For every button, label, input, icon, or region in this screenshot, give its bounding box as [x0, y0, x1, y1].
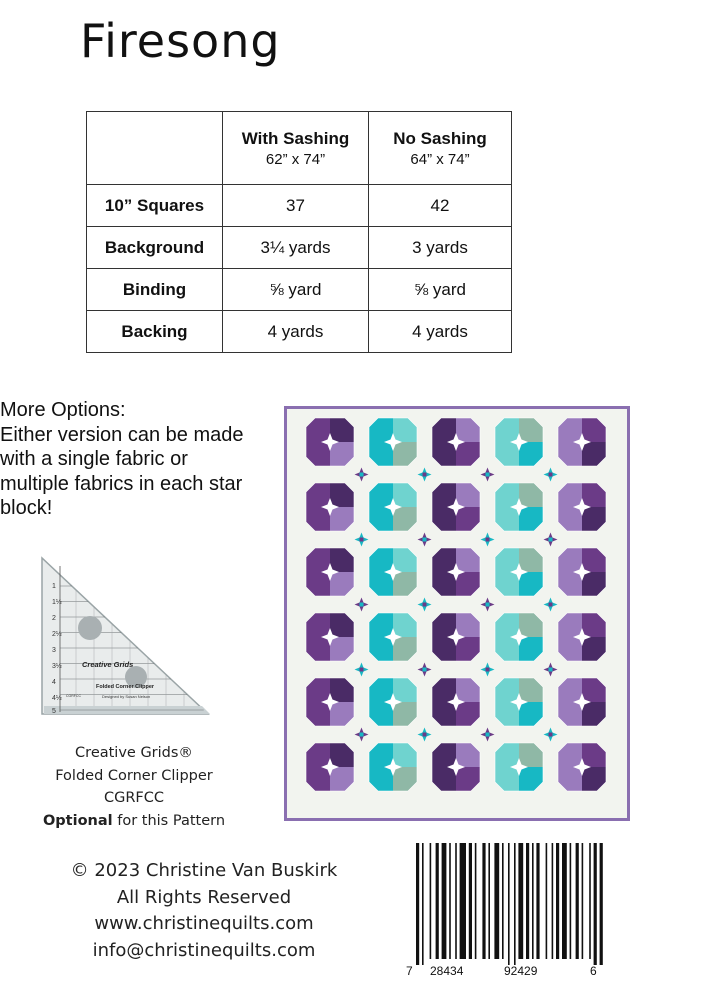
barcode-bar: [576, 843, 579, 959]
pattern-title: Firesong: [80, 14, 281, 68]
star-block: [306, 483, 354, 531]
ruler-tick: 2½: [52, 631, 62, 638]
barcode-bar: [475, 843, 477, 959]
sashing-star-center: [423, 733, 427, 737]
table-cell: 4 yards: [369, 311, 512, 353]
caption-line: Folded Corner Clipper: [55, 767, 213, 784]
barcode-bar: [482, 843, 485, 959]
barcode-bar: [546, 843, 548, 959]
barcode-bar: [562, 843, 567, 959]
table-row: [87, 185, 512, 227]
ruler-designer-label: Designed by Susan Nelson: [102, 694, 151, 699]
ruler-tick: 4: [52, 679, 56, 686]
ruler-brand-logo: Creative Grids: [82, 660, 134, 669]
optional-word: Optional: [42, 812, 113, 829]
sashing-star-center: [360, 668, 364, 672]
folded-corner-clipper-ruler: [40, 556, 212, 718]
barcode-bar: [494, 843, 499, 959]
sashing-star-center: [486, 473, 490, 477]
star-block: [306, 678, 354, 726]
copyright-line: © 2023 Christine Van Buskirk: [70, 860, 338, 881]
barcode-bar: [514, 843, 516, 965]
barcode-bar: [536, 843, 539, 959]
barcode-bars: [416, 843, 603, 965]
options-body: Either version can be made with a single fabric or multiple fabrics in each star block!: [0, 423, 244, 519]
barcode-bar: [508, 843, 510, 965]
table-cell: 3¼ yards: [223, 227, 369, 269]
barcode-bar: [582, 843, 584, 959]
star-block: [558, 743, 606, 791]
sashing-star-center: [360, 603, 364, 607]
table-cell: 37: [223, 185, 369, 227]
website-link: www.christinequilts.com: [94, 913, 314, 934]
table-row: [87, 311, 512, 353]
row-label: Binding: [87, 269, 223, 311]
star-block: [495, 418, 543, 466]
star-block: [306, 743, 354, 791]
star-block: [369, 483, 417, 531]
table-row: [87, 227, 512, 269]
column-size: 64” x 74”: [410, 150, 470, 168]
ruler-tick: 2: [52, 615, 56, 622]
barcode-bar: [469, 843, 472, 959]
ruler-caption: [18, 742, 250, 832]
star-block: [432, 613, 480, 661]
caption-line: CGRFCC: [103, 790, 165, 806]
sashing-star-center: [423, 538, 427, 542]
copyright-block: [56, 858, 352, 964]
caption-optional-line: [18, 810, 250, 833]
row-label: Backing: [87, 311, 223, 353]
sashing-star-center: [486, 603, 490, 607]
barcode-bar: [488, 843, 490, 959]
table-cell: 42: [369, 185, 512, 227]
column-size: 62” x 74”: [265, 150, 326, 168]
more-options-text: [0, 398, 250, 521]
sashing-star-center: [360, 538, 364, 542]
rights-line: All Rights Reserved: [116, 886, 292, 908]
sashing-star-center: [486, 668, 490, 672]
email-link: info@christinequilts.com: [92, 939, 316, 961]
ruler-tick: 1: [52, 583, 56, 590]
quilt-image: [284, 406, 630, 821]
optional-rest: for this Pattern: [112, 812, 226, 829]
star-block: [495, 548, 543, 596]
star-block: [432, 743, 480, 791]
star-block: [369, 678, 417, 726]
star-block: [369, 418, 417, 466]
star-block: [369, 613, 417, 661]
column-name: With Sashing: [241, 128, 350, 148]
sashing-star-center: [486, 733, 490, 737]
column-header-with-sashing: [223, 112, 369, 185]
star-block: [369, 743, 417, 791]
barcode-bar: [594, 843, 597, 965]
yardage-table: [86, 111, 512, 353]
table-cell: ⅝ yard: [369, 269, 512, 311]
star-block: [558, 483, 606, 531]
sashing-star-center: [360, 733, 364, 737]
barcode-bar: [532, 843, 534, 959]
star-block: [495, 678, 543, 726]
star-block: [495, 483, 543, 531]
options-heading: More Options:: [0, 399, 126, 421]
barcode-bar: [455, 843, 457, 959]
sashing-star-center: [423, 603, 427, 607]
ruler-tick: 4½: [52, 695, 62, 702]
star-block: [558, 418, 606, 466]
barcode-digit: 6: [590, 964, 597, 978]
sashing-star-center: [423, 668, 427, 672]
barcode-bar: [518, 843, 523, 959]
barcode-digits: 28434: [430, 964, 464, 978]
ruler-body: [42, 558, 208, 714]
barcode-bar: [600, 843, 603, 965]
barcode-bar: [430, 843, 432, 959]
barcode-bar: [570, 843, 572, 959]
star-block: [432, 483, 480, 531]
star-block: [306, 613, 354, 661]
barcode-bar: [436, 843, 439, 959]
sashing-star-center: [549, 603, 553, 607]
table-cell: 4 yards: [223, 311, 369, 353]
caption-line: Creative Grids®: [75, 745, 193, 761]
barcode-bar: [556, 843, 559, 959]
ruler-tick: 3: [52, 647, 56, 654]
star-block: [558, 548, 606, 596]
ruler-grip-dot: [78, 616, 102, 640]
ruler-tick: 5: [52, 708, 56, 715]
star-block: [558, 613, 606, 661]
sashing-star-center: [360, 473, 364, 477]
sashing-star-center: [486, 538, 490, 542]
star-block: [495, 743, 543, 791]
sashing-star-center: [549, 473, 553, 477]
barcode-bar: [552, 843, 554, 959]
ruler-product-label: Folded Corner Clipper: [96, 684, 155, 690]
sashing-star-center: [549, 733, 553, 737]
ruler-code-label: CGRFCC: [66, 694, 81, 698]
table-cell: ⅝ yard: [223, 269, 369, 311]
row-label: Background: [87, 227, 223, 269]
sashing-star-center: [549, 538, 553, 542]
star-block: [306, 418, 354, 466]
barcode-bar: [502, 843, 504, 959]
star-block: [495, 613, 543, 661]
column-header-no-sashing: [369, 112, 512, 185]
table-corner-cell: [87, 112, 223, 185]
barcode-bar: [449, 843, 451, 959]
barcode-bar: [416, 843, 419, 965]
barcode-bar: [422, 843, 424, 965]
ruler-tick: 3½: [52, 663, 62, 670]
barcode-digits: 92429: [504, 964, 538, 978]
table-row: [87, 269, 512, 311]
table-header-row: [87, 112, 512, 185]
sashing-star-center: [549, 668, 553, 672]
column-name: No Sashing: [393, 128, 487, 148]
star-block: [432, 418, 480, 466]
sashing-star-center: [423, 473, 427, 477]
barcode-bar: [442, 843, 447, 959]
star-block: [432, 678, 480, 726]
star-block: [558, 678, 606, 726]
star-block: [432, 548, 480, 596]
barcode-bar: [526, 843, 529, 959]
table-cell: 3 yards: [369, 227, 512, 269]
barcode-bar: [589, 843, 591, 959]
star-block: [369, 548, 417, 596]
star-block: [306, 548, 354, 596]
row-label: 10” Squares: [87, 185, 223, 227]
barcode-digit: 7: [406, 964, 413, 978]
barcode: [404, 841, 620, 981]
barcode-bar: [460, 843, 466, 959]
ruler-tick: 1½: [52, 599, 62, 606]
